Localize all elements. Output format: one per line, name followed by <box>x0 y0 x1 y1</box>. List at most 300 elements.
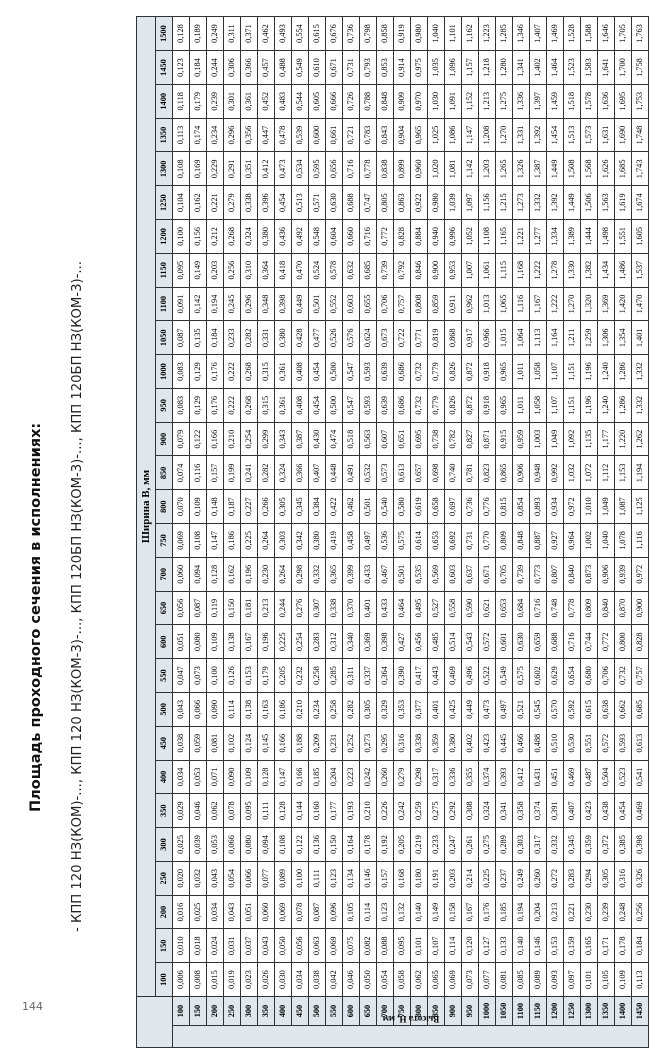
area-cell: 0,569 <box>428 557 445 591</box>
area-cell: 0,259 <box>411 794 428 828</box>
area-cell: 0,279 <box>394 760 411 794</box>
area-cell: 0,266 <box>258 490 275 524</box>
area-cell: 1,273 <box>513 186 530 220</box>
area-cell: 0,232 <box>292 659 309 693</box>
table-row <box>292 17 309 1048</box>
area-cell: 0,359 <box>581 828 598 862</box>
area-cell: 0,018 <box>190 929 207 963</box>
area-cell: 0,261 <box>462 828 479 862</box>
area-cell: 0,162 <box>224 557 241 591</box>
width-column-header: 750 <box>156 524 173 558</box>
area-cell: 0,558 <box>445 591 462 625</box>
area-cell: 0,306 <box>224 51 241 85</box>
area-cell: 0,176 <box>207 355 224 389</box>
area-cell: 0,083 <box>173 355 190 389</box>
area-cell: 0,338 <box>411 726 428 760</box>
height-row-header: 1200 <box>547 997 564 1026</box>
area-cell: 0,187 <box>224 490 241 524</box>
area-cell: 0,256 <box>632 895 649 929</box>
area-cell: 0,992 <box>547 456 564 490</box>
area-cell: 1,275 <box>496 84 513 118</box>
flow-area-table-wrapper <box>136 16 656 1048</box>
height-row-header: 1150 <box>530 997 547 1026</box>
area-cell: 1,354 <box>615 321 632 355</box>
area-cell: 0,140 <box>411 895 428 929</box>
area-cell: 0,047 <box>173 659 190 693</box>
area-cell: 1,369 <box>598 287 615 321</box>
area-cell: 0,071 <box>207 760 224 794</box>
area-cell: 0,914 <box>394 51 411 85</box>
area-cell: 1,168 <box>513 253 530 287</box>
area-cell: 1,306 <box>598 321 615 355</box>
area-cell: 1,382 <box>581 253 598 287</box>
area-cell: 1,240 <box>598 355 615 389</box>
area-cell: 0,303 <box>275 524 292 558</box>
table-row <box>530 17 547 1048</box>
area-cell: 1,626 <box>598 152 615 186</box>
area-cell: 0,776 <box>479 490 496 524</box>
area-cell: 0,686 <box>394 355 411 389</box>
area-cell: 0,038 <box>309 963 326 997</box>
area-cell: 1,392 <box>547 186 564 220</box>
area-cell: 0,080 <box>241 828 258 862</box>
area-cell: 0,244 <box>207 51 224 85</box>
area-cell: 0,826 <box>445 388 462 422</box>
area-cell: 0,244 <box>275 591 292 625</box>
area-cell: 1,078 <box>615 524 632 558</box>
area-cell: 0,111 <box>258 794 275 828</box>
area-cell: 0,688 <box>343 186 360 220</box>
area-cell: 0,242 <box>394 794 411 828</box>
area-cell: 0,361 <box>275 355 292 389</box>
area-cell: 1,162 <box>462 17 479 51</box>
area-cell: 0,939 <box>615 557 632 591</box>
area-cell: 0,100 <box>207 659 224 693</box>
area-cell: 0,159 <box>564 929 581 963</box>
area-cell: 0,900 <box>632 591 649 625</box>
area-cell: 0,425 <box>445 692 462 726</box>
area-cell: 0,237 <box>496 861 513 895</box>
area-cell: 0,050 <box>360 963 377 997</box>
area-cell: 0,108 <box>275 828 292 862</box>
area-cell: 0,186 <box>224 524 241 558</box>
height-row-header: 1400 <box>615 997 632 1026</box>
area-cell: 1,636 <box>598 84 615 118</box>
area-cell: 0,706 <box>377 287 394 321</box>
area-cell: 0,604 <box>326 220 343 254</box>
area-cell: 1,270 <box>496 118 513 152</box>
area-cell: 1,277 <box>530 220 547 254</box>
area-cell: 0,593 <box>360 355 377 389</box>
table-row <box>309 17 326 1048</box>
area-cell: 0,940 <box>428 220 445 254</box>
area-cell: 1,573 <box>581 118 598 152</box>
area-cell: 0,096 <box>326 895 343 929</box>
area-cell: 0,184 <box>190 51 207 85</box>
area-cell: 0,964 <box>564 524 581 558</box>
area-cell: 0,524 <box>309 253 326 287</box>
area-cell: 0,212 <box>207 220 224 254</box>
area-cell: 1,498 <box>598 220 615 254</box>
area-cell: 0,422 <box>326 490 343 524</box>
area-cell: 0,412 <box>258 152 275 186</box>
area-cell: 0,128 <box>207 557 224 591</box>
area-cell: 0,959 <box>513 422 530 456</box>
area-cell: 0,660 <box>343 220 360 254</box>
area-cell: 1,486 <box>615 253 632 287</box>
table-row <box>428 17 445 1048</box>
area-cell: 0,918 <box>479 388 496 422</box>
area-cell: 0,653 <box>496 591 513 625</box>
area-cell: 0,324 <box>275 456 292 490</box>
area-cell: 0,062 <box>207 794 224 828</box>
area-cell: 0,572 <box>598 726 615 760</box>
area-cell: 1,748 <box>632 118 649 152</box>
area-cell: 0,283 <box>309 625 326 659</box>
area-cell: 1,407 <box>530 17 547 51</box>
area-cell: 0,731 <box>343 51 360 85</box>
area-cell: 1,061 <box>479 253 496 287</box>
area-cell: 0,353 <box>394 692 411 726</box>
area-cell: 1,032 <box>564 456 581 490</box>
area-cell: 0,122 <box>190 422 207 456</box>
area-cell: 0,153 <box>241 659 258 693</box>
height-row-header: 350 <box>258 997 275 1026</box>
area-cell: 0,296 <box>224 118 241 152</box>
area-cell: 0,160 <box>309 794 326 828</box>
area-cell: 0,417 <box>411 659 428 693</box>
area-cell: 0,488 <box>530 726 547 760</box>
area-cell: 0,075 <box>343 929 360 963</box>
area-cell: 0,630 <box>513 625 530 659</box>
area-cell: 0,231 <box>326 726 343 760</box>
area-cell: 1,112 <box>598 456 615 490</box>
width-column-header: 1100 <box>156 287 173 321</box>
area-cell: 0,487 <box>581 760 598 794</box>
height-row-header: 850 <box>428 997 445 1026</box>
area-cell: 0,178 <box>360 828 377 862</box>
area-cell: 0,104 <box>173 186 190 220</box>
area-cell: 0,595 <box>309 152 326 186</box>
area-cell: 0,157 <box>377 861 394 895</box>
area-cell: 0,593 <box>615 726 632 760</box>
area-cell: 0,085 <box>513 963 530 997</box>
area-cell: 0,311 <box>343 659 360 693</box>
area-cell: 0,552 <box>326 287 343 321</box>
area-cell: 1,588 <box>581 17 598 51</box>
area-cell: 0,380 <box>309 524 326 558</box>
area-cell: 0,654 <box>564 659 581 693</box>
area-cell: 0,630 <box>326 186 343 220</box>
area-cell: 0,056 <box>292 929 309 963</box>
area-cell: 0,639 <box>377 388 394 422</box>
area-cell: 0,134 <box>343 861 360 895</box>
area-cell: 0,462 <box>343 490 360 524</box>
area-cell: 1,152 <box>462 84 479 118</box>
area-cell: 1,330 <box>564 253 581 287</box>
table-row <box>258 17 275 1048</box>
width-column-header: 600 <box>156 625 173 659</box>
area-cell: 0,380 <box>445 726 462 760</box>
area-cell: 0,113 <box>173 118 190 152</box>
area-cell: 0,541 <box>632 760 649 794</box>
area-cell: 0,241 <box>241 456 258 490</box>
area-cell: 0,148 <box>207 490 224 524</box>
area-cell: 0,629 <box>547 659 564 693</box>
height-row-header: 100 <box>173 997 190 1026</box>
width-column-header: 350 <box>156 794 173 828</box>
width-column-header: 800 <box>156 490 173 524</box>
area-cell: 0,114 <box>360 895 377 929</box>
area-cell: 0,264 <box>258 524 275 558</box>
area-cell: 1,464 <box>547 51 564 85</box>
area-cell: 0,826 <box>445 355 462 389</box>
area-cell: 0,273 <box>360 726 377 760</box>
area-cell: 0,445 <box>496 726 513 760</box>
area-cell: 0,089 <box>530 963 547 997</box>
area-cell: 0,575 <box>394 524 411 558</box>
area-cell: 0,530 <box>564 726 581 760</box>
area-cell: 0,239 <box>598 895 615 929</box>
area-cell: 0,032 <box>190 861 207 895</box>
area-cell: 1,107 <box>547 388 564 422</box>
area-cell: 0,510 <box>547 726 564 760</box>
table-row <box>632 17 649 1048</box>
height-row-header: 1050 <box>496 997 513 1026</box>
height-row-header: 1350 <box>598 997 615 1026</box>
area-cell: 0,447 <box>258 118 275 152</box>
area-cell: 0,535 <box>411 557 428 591</box>
table-row <box>394 17 411 1048</box>
area-cell: 1,685 <box>615 152 632 186</box>
area-cell: 0,948 <box>530 456 547 490</box>
height-axis-label: Высота Н, мм <box>382 1013 439 1024</box>
area-cell: 0,680 <box>581 659 598 693</box>
area-cell: 0,089 <box>275 861 292 895</box>
width-column-header: 900 <box>156 422 173 456</box>
area-cell: 0,245 <box>224 287 241 321</box>
area-cell: 0,972 <box>632 557 649 591</box>
area-cell: 0,526 <box>326 321 343 355</box>
area-cell: 0,030 <box>275 963 292 997</box>
area-cell: 1,551 <box>615 220 632 254</box>
width-column-header: 550 <box>156 659 173 693</box>
table-row <box>496 17 513 1048</box>
table-row <box>462 17 479 1048</box>
area-cell: 0,210 <box>360 794 377 828</box>
area-cell: 0,123 <box>377 895 394 929</box>
area-cell: 0,031 <box>224 929 241 963</box>
area-cell: 0,077 <box>479 963 496 997</box>
area-cell: 0,132 <box>394 895 411 929</box>
area-cell: 0,100 <box>292 861 309 895</box>
area-cell: 1,058 <box>530 388 547 422</box>
area-cell: 0,431 <box>530 760 547 794</box>
area-cell: 0,069 <box>445 963 462 997</box>
area-cell: 1,332 <box>632 355 649 389</box>
area-cell: 1,341 <box>513 51 530 85</box>
area-cell: 0,066 <box>190 692 207 726</box>
area-cell: 0,225 <box>479 861 496 895</box>
area-cell: 0,757 <box>394 287 411 321</box>
area-cell: 0,026 <box>258 963 275 997</box>
area-cell: 0,911 <box>445 287 462 321</box>
area-cell: 1,454 <box>547 118 564 152</box>
table-row <box>564 17 581 1048</box>
area-cell: 0,222 <box>224 388 241 422</box>
area-cell: 0,268 <box>224 220 241 254</box>
width-values-row <box>156 17 173 1048</box>
area-cell: 0,873 <box>581 557 598 591</box>
area-cell: 0,462 <box>258 17 275 51</box>
area-cell: 0,138 <box>241 692 258 726</box>
area-cell: 1,690 <box>615 118 632 152</box>
area-cell: 0,147 <box>207 524 224 558</box>
area-cell: 0,128 <box>275 794 292 828</box>
area-cell: 0,858 <box>377 17 394 51</box>
area-cell: 0,613 <box>394 456 411 490</box>
area-cell: 1,151 <box>564 388 581 422</box>
area-cell: 0,225 <box>275 625 292 659</box>
area-cell: 0,166 <box>275 726 292 760</box>
area-cell: 0,116 <box>190 456 207 490</box>
area-cell: 0,366 <box>292 456 309 490</box>
area-cell: 1,286 <box>615 388 632 422</box>
area-cell: 0,046 <box>343 963 360 997</box>
area-cell: 0,205 <box>275 659 292 693</box>
area-cell: 0,345 <box>564 828 581 862</box>
area-cell: 0,059 <box>190 726 207 760</box>
area-cell: 1,039 <box>445 186 462 220</box>
area-cell: 0,671 <box>326 51 343 85</box>
area-cell: 0,358 <box>513 794 530 828</box>
area-cell: 0,087 <box>190 591 207 625</box>
area-cell: 0,348 <box>258 287 275 321</box>
area-cell: 0,666 <box>326 84 343 118</box>
area-cell: 0,364 <box>377 659 394 693</box>
area-cell: 0,316 <box>394 726 411 760</box>
area-cell: 0,171 <box>598 929 615 963</box>
area-cell: 1,332 <box>632 388 649 422</box>
width-column-header: 200 <box>156 895 173 929</box>
area-cell: 0,054 <box>224 861 241 895</box>
area-cell: 0,109 <box>207 625 224 659</box>
width-column-header: 100 <box>156 963 173 997</box>
table-row <box>343 17 360 1048</box>
area-cell: 0,100 <box>173 220 190 254</box>
area-cell: 1,331 <box>513 118 530 152</box>
area-cell: 0,593 <box>360 388 377 422</box>
area-cell: 0,393 <box>496 760 513 794</box>
area-cell: 0,451 <box>547 760 564 794</box>
area-cell: 0,095 <box>394 929 411 963</box>
area-cell: 0,179 <box>190 84 207 118</box>
area-cell: 0,859 <box>428 287 445 321</box>
area-cell: 0,778 <box>564 591 581 625</box>
area-cell: 0,167 <box>462 895 479 929</box>
area-cell: 0,456 <box>411 625 428 659</box>
area-cell: 1,631 <box>598 118 615 152</box>
area-cell: 1,523 <box>564 51 581 85</box>
height-row-header: 400 <box>275 997 292 1026</box>
area-cell: 0,738 <box>428 422 445 456</box>
area-cell: 0,105 <box>598 963 615 997</box>
area-cell: 0,114 <box>445 929 462 963</box>
table-row <box>598 17 615 1048</box>
area-cell: 0,685 <box>360 253 377 287</box>
area-cell: 1,020 <box>428 152 445 186</box>
area-cell: 0,871 <box>479 422 496 456</box>
area-cell: 1,259 <box>581 321 598 355</box>
area-cell: 0,364 <box>258 253 275 287</box>
area-cell: 0,884 <box>411 220 428 254</box>
area-cell: 0,169 <box>190 152 207 186</box>
area-cell: 0,619 <box>411 490 428 524</box>
area-cell: 0,491 <box>343 456 360 490</box>
area-cell: 0,102 <box>224 726 241 760</box>
area-cell: 0,326 <box>632 861 649 895</box>
area-cell: 1,508 <box>564 152 581 186</box>
area-cell: 1,506 <box>581 186 598 220</box>
area-cell: 0,772 <box>377 220 394 254</box>
area-cell: 1,449 <box>547 152 564 186</box>
area-cell: 0,142 <box>190 287 207 321</box>
area-cell: 0,532 <box>360 456 377 490</box>
area-cell: 0,316 <box>615 861 632 895</box>
area-cell: 0,732 <box>411 355 428 389</box>
area-cell: 0,953 <box>445 253 462 287</box>
area-cell: 0,773 <box>530 557 547 591</box>
area-cell: 0,458 <box>343 524 360 558</box>
area-cell: 0,638 <box>598 692 615 726</box>
area-cell: 0,118 <box>173 84 190 118</box>
height-row-header: 750 <box>394 997 411 1026</box>
area-cell: 0,056 <box>173 591 190 625</box>
area-cell: 0,372 <box>598 828 615 862</box>
height-row-header: 150 <box>190 997 207 1026</box>
area-cell: 0,779 <box>428 388 445 422</box>
area-cell: 0,058 <box>394 963 411 997</box>
area-cell: 0,311 <box>224 17 241 51</box>
area-cell: 0,156 <box>190 220 207 254</box>
area-cell: 0,872 <box>462 355 479 389</box>
area-cell: 0,449 <box>462 692 479 726</box>
area-cell: 0,872 <box>462 388 479 422</box>
area-cell: 0,828 <box>394 220 411 254</box>
area-cell: 0,070 <box>173 490 190 524</box>
area-cell: 0,798 <box>360 17 377 51</box>
area-cell: 0,632 <box>343 253 360 287</box>
area-cell: 0,919 <box>394 17 411 51</box>
area-cell: 0,186 <box>275 692 292 726</box>
area-cell: 0,915 <box>496 422 513 456</box>
area-cell: 0,960 <box>411 152 428 186</box>
area-cell: 0,308 <box>462 794 479 828</box>
height-row-header: 800 <box>411 997 428 1026</box>
area-cell: 1,058 <box>530 355 547 389</box>
area-cell: 0,732 <box>411 388 428 422</box>
area-cell: 0,934 <box>547 490 564 524</box>
area-cell: 0,178 <box>615 929 632 963</box>
area-cell: 1,270 <box>564 287 581 321</box>
area-cell: 1,397 <box>530 84 547 118</box>
area-cell: 0,126 <box>224 659 241 693</box>
area-cell: 0,315 <box>258 355 275 389</box>
flow-area-table <box>136 16 649 1048</box>
area-cell: 0,922 <box>411 186 428 220</box>
area-cell: 0,164 <box>343 828 360 862</box>
area-cell: 1,222 <box>530 253 547 287</box>
